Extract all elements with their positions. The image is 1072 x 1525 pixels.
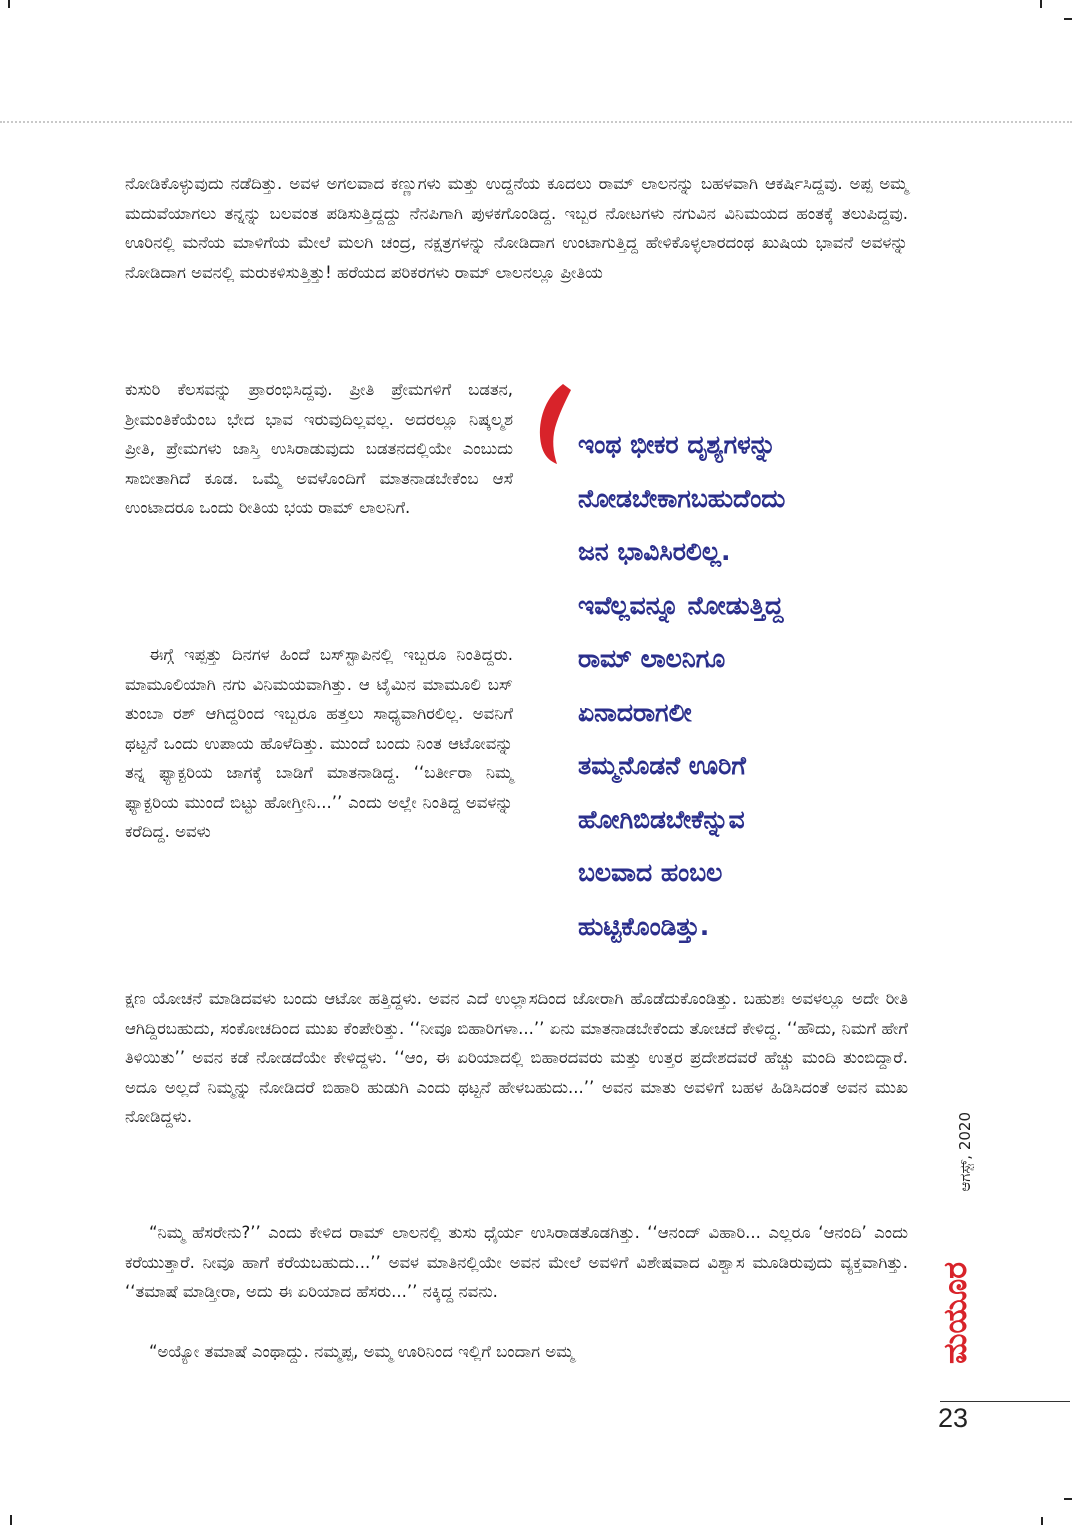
- pull-quote-line: ಬಲವಾದ ಹಂಬಲ: [578, 858, 723, 887]
- crop-mark-right-bottom: [1064, 1498, 1072, 1500]
- pull-quote-line: ಇವೆಲ್ಲವನ್ನೂ ನೋಡುತ್ತಿದ್ದ: [578, 590, 784, 620]
- pull-quote-line: ತಮ್ಮನೊಡನೆ ಊರಿಗೆ: [578, 751, 746, 780]
- crop-mark-bottom-left: [10, 1515, 12, 1525]
- paragraph-2: ಕುಸುರಿ ಕೆಲಸವನ್ನು ಪ್ರಾರಂಭಿಸಿದ್ದವು. ಪ್ರೀತಿ ಪ್ರೇಮಗಳಿಗೆ ಬಡತನ, ಶ್ರೀಮಂತಿಕೆಯೆಂಬ ಭೇದ ಭಾವ ಇರುವುದಿಲ್ಲವಲ್ಲ. ಅದರಲ್ಲೂ ನಿಷ್ಕಲ್ಮಶ ಪ್ರೀತಿ, ಪ್ರೇಮಗಳು ಜಾಸ್ತಿ ಉಸಿರಾಡುವುದು ಬಡತನದಲ್ಲಿಯೇ ಎಂಬುದು ಸಾಬೀತಾಗಿದೆ ಕೂಡ. ಒಮ್ಮೆ ಅವಳೊಂದಿಗೆ ಮಾತನಾಡಬೇಕೆಂಬ ಆಸೆ ಉಂಟಾದರೂ ಒಂದು ರೀತಿಯ ಭಯ ರಾಮ್ ಲಾಲನಿಗೆ.: [125, 380, 513, 517]
- pull-quote-mark-icon: [535, 382, 575, 466]
- issue-date: ಆಗಸ್ಟ್, 2020: [956, 1112, 974, 1192]
- paragraph-6: “ಅಯ್ಯೋ ತಮಾಷೆ ಎಂಥಾದ್ದು. ನಮ್ಮಪ್ಪ, ಅಮ್ಮ ಊರಿನಿಂದ ಇಲ್ಲಿಗೆ ಬಂದಾಗ ಅಮ್ಮ: [149, 1342, 575, 1361]
- paragraph-3: ಈಗ್ಗೆ ಇಪ್ಪತ್ತು ದಿನಗಳ ಹಿಂದೆ ಬಸ್‌ಸ್ಟಾಪಿನಲ್ಲಿ ಇಬ್ಬರೂ ನಿಂತಿದ್ದರು. ಮಾಮೂಲಿಯಾಗಿ ನಗು ವಿನಿಮಯವಾಗಿತ್ತು. ಆ ಟೈಮಿನ ಮಾಮೂಲಿ ಬಸ್ ತುಂಬಾ ರಶ್ ಆಗಿದ್ದರಿಂದ ಇಬ್ಬರೂ ಹತ್ತಲು ಸಾಧ್ಯವಾಗಿರಲಿಲ್ಲ. ಅವನಿಗೆ ಥಟ್ಟನೆ ಒಂದು ಉಪಾಯ ಹೊಳೆದಿತ್ತು. ಮುಂದೆ ಬಂದು ನಿಂತ ಆಟೋವನ್ನು ತನ್ನ ಫ್ಯಾಕ್ಟರಿಯ ಜಾಗಕ್ಕೆ ಬಾಡಿಗೆ ಮಾತನಾಡಿದ್ದ. ‘‘ಬರ್ತೀರಾ ನಿಮ್ಮ ಫ್ಯಾಕ್ಟರಿಯ ಮುಂದೆ ಬಿಟ್ಟು ಹೋಗ್ತೀನಿ...’’ ಎಂದು ಅಲ್ಲೇ ನಿಂತಿದ್ದ ಅವಳನ್ನು ಕರೆದಿದ್ದ. ಅವಳು: [125, 645, 513, 841]
- crop-mark-bottom-right: [1041, 1517, 1043, 1525]
- page-number: 23: [938, 1403, 969, 1433]
- paragraph-1: ನೋಡಿಕೊಳ್ಳುವುದು ನಡೆದಿತ್ತು. ಅವಳ ಅಗಲವಾದ ಕಣ್ಣುಗಳು ಮತ್ತು ಉದ್ದನೆಯ ಕೂದಲು ರಾಮ್ ಲಾಲನನ್ನು ಬಹಳವಾಗಿ ಆಕರ್ಷಿಸಿದ್ದವು. ಅಪ್ಪ ಅಮ್ಮ ಮದುವೆಯಾಗಲು ತನ್ನನ್ನು ಬಲವಂತ ಪಡಿಸುತ್ತಿದ್ದದ್ದು ನೆನಪಿಗಾಗಿ ಪುಳಕಗೊಂಡಿದ್ದ. ಇಬ್ಬರ ನೋಟಗಳು ನಗುವಿನ ವಿನಿಮಯದ ಹಂತಕ್ಕೆ ತಲುಪಿದ್ದವು. ಊರಿನಲ್ಲಿ ಮನೆಯ ಮಾಳಿಗೆಯ ಮೇಲೆ ಮಲಗಿ ಚಂದ್ರ, ನಕ್ಷತ್ರಗಳನ್ನು ನೋಡಿದಾಗ ಉಂಟಾಗುತ್ತಿದ್ದ ಹೇಳಿಕೊಳ್ಳಲಾರದಂಥ ಖುಷಿಯ ಭಾವನೆ ಅವಳನ್ನು ನೋಡಿದಾಗ ಅವನಲ್ಲಿ ಮರುಕಳಿಸುತ್ತಿತ್ತು! ಹರೆಯದ ಪರಿಕರಗಳು ರಾಮ್ ಲಾಲನಲ್ಲೂ ಪ್ರೀತಿಯ: [125, 174, 908, 282]
- folio-rule: [940, 1401, 1070, 1402]
- pull-quote-line: ನೋಡಬೇಕಾಗಬಹುದೆಂದು: [578, 483, 786, 513]
- crop-mark-top-left: [8, 0, 10, 8]
- pull-quote-line: ಇಂಥ ಭೀಕರ ದೃಶ್ಯಗಳನ್ನು: [578, 430, 776, 459]
- crop-mark-top-right: [1040, 0, 1042, 8]
- pull-quote: [578, 418, 908, 953]
- pull-quote-line: ಹುಟ್ಟಿಕೊಂಡಿತ್ತು.: [578, 911, 710, 941]
- pull-quote-line: ಏನಾದರಾಗಲೀ: [578, 697, 692, 727]
- paragraph-5: “ನಿಮ್ಮ ಹೆಸರೇನು?’’ ಎಂದು ಕೇಳಿದ ರಾಮ್ ಲಾಲನಲ್ಲಿ ತುಸು ಧೈರ್ಯ ಉಸಿರಾಡತೊಡಗಿತ್ತು. ‘‘ಆನಂದ್ ವಿಹಾರಿ... ಎಲ್ಲರೂ ‘ಆನಂದಿ’ ಎಂದು ಕರೆಯುತ್ತಾರೆ. ನೀವೂ ಹಾಗೆ ಕರೆಯಬಹುದು...’’ ಅವಳ ಮಾತಿನಲ್ಲಿಯೇ ಅವನ ಮೇಲೆ ಅವಳಿಗೆ ವಿಶೇಷವಾದ ವಿಶ್ವಾಸ ಮೂಡಿರುವುದು ವ್ಯಕ್ತವಾಗಿತ್ತು. ‘‘ತಮಾಷೆ ಮಾಡ್ತೀರಾ, ಅದು ಈ ಏರಿಯಾದ ಹೆಸರು...’’ ನಕ್ಕಿದ್ದ ನವನು.: [125, 1223, 908, 1301]
- pull-quote-line: ಹೋಗಿಬಿಡಬೇಕೆನ್ನುವ: [578, 804, 745, 834]
- pull-quote-line: ಜನ ಭಾವಿಸಿರಲಿಲ್ಲ.: [578, 537, 731, 566]
- crop-mark-right-top: [1064, 18, 1072, 20]
- pull-quote-line: ರಾಮ್ ಲಾಲನಿಗೂ: [578, 644, 726, 673]
- paragraph-4: ಕ್ಷಣ ಯೋಚನೆ ಮಾಡಿದವಳು ಬಂದು ಆಟೋ ಹತ್ತಿದ್ದಳು. ಅವನ ಎದೆ ಉಲ್ಲಾಸದಿಂದ ಜೋರಾಗಿ ಹೊಡೆದುಕೊಂಡಿತ್ತು. ಬಹುಶಃ ಅವಳಲ್ಲೂ ಅದೇ ರೀತಿ ಆಗಿದ್ದಿರಬಹುದು, ಸಂಕೋಚದಿಂದ ಮುಖ ಕೆಂಪೇರಿತ್ತು. ‘‘ನೀವೂ ಬಿಹಾರಿಗಳಾ...’’ ಏನು ಮಾತನಾಡಬೇಕೆಂದು ತೋಚದೆ ಕೇಳಿದ್ದ. ‘‘ಹೌದು, ನಿಮಗೆ ಹೇಗೆ ತಿಳಿಯಿತು’’ ಅವನ ಕಡೆ ನೋಡದೆಯೇ ಕೇಳಿದ್ದಳು. ‘‘ಆಂ, ಈ ಏರಿಯಾದಲ್ಲಿ ಬಿಹಾರದವರು ಮತ್ತು ಉತ್ತರ ಪ್ರದೇಶದವರೆ ಹೆಚ್ಚು ಮಂದಿ ತುಂಬಿದ್ದಾರೆ. ಅದೂ ಅಲ್ಲದೆ ನಿಮ್ಮನ್ನು ನೋಡಿದರೆ ಬಿಹಾರಿ ಹುಡುಗಿ ಎಂದು ಥಟ್ಟನೆ ಹೇಳಬಹುದು...’’ ಅವನ ಮಾತು ಅವಳಿಗೆ ಬಹಳ ಹಿಡಿಸಿದಂತೆ ಅವನ ಮುಖ ನೋಡಿದ್ದಳು.: [125, 989, 908, 1126]
- magazine-logo: ಮಯೂರ: [936, 1261, 974, 1365]
- header-dotted-rule: [0, 121, 1072, 123]
